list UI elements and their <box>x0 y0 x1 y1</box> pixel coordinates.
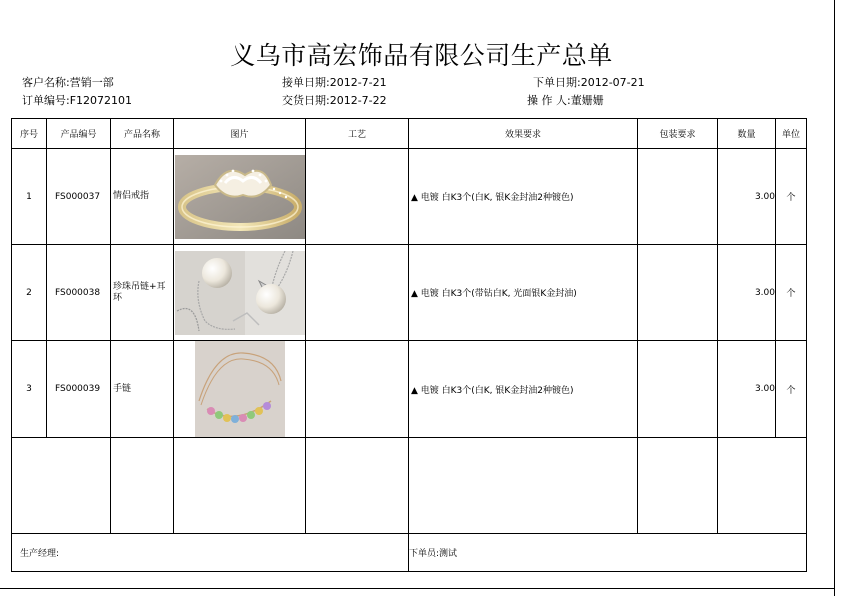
table-header-row <box>12 119 807 149</box>
table-row <box>12 341 807 438</box>
table-row <box>12 245 807 341</box>
document-title: 义乌市高宏饰品有限公司生产总单 <box>230 41 613 70</box>
effect-requirement: ▲ 电镀 白K3个(带钻白K, 光面银K金封油) <box>409 245 638 341</box>
order-no-value: F12072101 <box>69 94 133 107</box>
order-date-value: 2012-07-21 <box>580 76 645 89</box>
empty-cell <box>111 438 174 534</box>
delivery-date-info <box>282 92 387 108</box>
table-row <box>12 149 807 245</box>
quantity: 3.00 <box>718 341 776 438</box>
order-no-label: 订单编号: <box>22 94 70 107</box>
empty-cell <box>718 438 807 534</box>
customer-value: 营销一部 <box>69 76 114 89</box>
header-no: 序号 <box>12 119 47 149</box>
header-packaging: 包装要求 <box>638 119 718 149</box>
operator-label: 操 作 人: <box>527 94 571 107</box>
receive-date-info <box>282 74 387 90</box>
colored-bead-bracelet-image <box>195 341 285 437</box>
header-craft: 工艺 <box>306 119 409 149</box>
order-date-label: 下单日期: <box>533 76 581 89</box>
receive-date-label: 接单日期: <box>282 76 330 89</box>
delivery-date-label: 交货日期: <box>282 94 330 107</box>
operator-value: 董姗姗 <box>570 94 604 107</box>
header-image: 图片 <box>174 119 306 149</box>
gold-heart-ring-image <box>175 155 305 239</box>
product-name: 情侣戒指 <box>111 149 174 245</box>
header-effect: 效果要求 <box>409 119 638 149</box>
empty-cell <box>409 438 638 534</box>
quantity: 3.00 <box>718 245 776 341</box>
order-date-info <box>533 74 645 90</box>
product-name: 手链 <box>111 341 174 438</box>
unit: 个 <box>776 149 807 245</box>
craft-cell <box>306 149 409 245</box>
header-unit: 单位 <box>776 119 807 149</box>
product-code: FS000039 <box>47 341 111 438</box>
issuer-value: 测试 <box>439 549 458 559</box>
empty-cell <box>174 438 306 534</box>
row-no: 3 <box>12 341 47 438</box>
packaging-cell <box>638 149 718 245</box>
row-no: 1 <box>12 149 47 245</box>
product-name: 珍珠吊链+耳环 <box>111 245 174 341</box>
header-name: 产品名称 <box>111 119 174 149</box>
order-no-info <box>22 92 132 108</box>
production-order-table <box>11 118 807 572</box>
effect-requirement: ▲ 电镀 白K3个(白K, 银K金封油2种镀色) <box>409 149 638 245</box>
quantity: 3.00 <box>718 149 776 245</box>
receive-date-value: 2012-7-21 <box>329 76 387 89</box>
product-image-cell <box>174 245 306 341</box>
empty-cell <box>306 438 409 534</box>
pearl-pendant-earrings-image <box>175 251 305 335</box>
craft-cell <box>306 341 409 438</box>
footer-row <box>12 534 807 572</box>
table-row <box>12 438 807 534</box>
packaging-cell <box>638 245 718 341</box>
delivery-date-value: 2012-7-22 <box>329 94 387 107</box>
row-no: 2 <box>12 245 47 341</box>
issuer-label: 下单员: <box>409 549 440 559</box>
product-image-cell <box>174 341 306 438</box>
header-code: 产品编号 <box>47 119 111 149</box>
craft-cell <box>306 245 409 341</box>
operator-info <box>527 92 604 108</box>
empty-cell <box>12 438 111 534</box>
product-code: FS000038 <box>47 245 111 341</box>
manager-label: 生产经理: <box>20 549 60 559</box>
customer-label: 客户名称: <box>22 76 70 89</box>
unit: 个 <box>776 341 807 438</box>
header-qty: 数量 <box>718 119 776 149</box>
empty-cell <box>638 438 718 534</box>
effect-requirement: ▲ 电镀 白K3个(白K, 银K金封油2种镀色) <box>409 341 638 438</box>
unit: 个 <box>776 245 807 341</box>
product-image-cell <box>174 149 306 245</box>
issuer-cell <box>409 534 807 572</box>
product-code: FS000037 <box>47 149 111 245</box>
page-right-edge <box>834 0 835 596</box>
packaging-cell <box>638 341 718 438</box>
manager-signature-cell <box>12 534 409 572</box>
customer-info <box>22 74 114 90</box>
page-bottom-edge <box>0 588 835 589</box>
